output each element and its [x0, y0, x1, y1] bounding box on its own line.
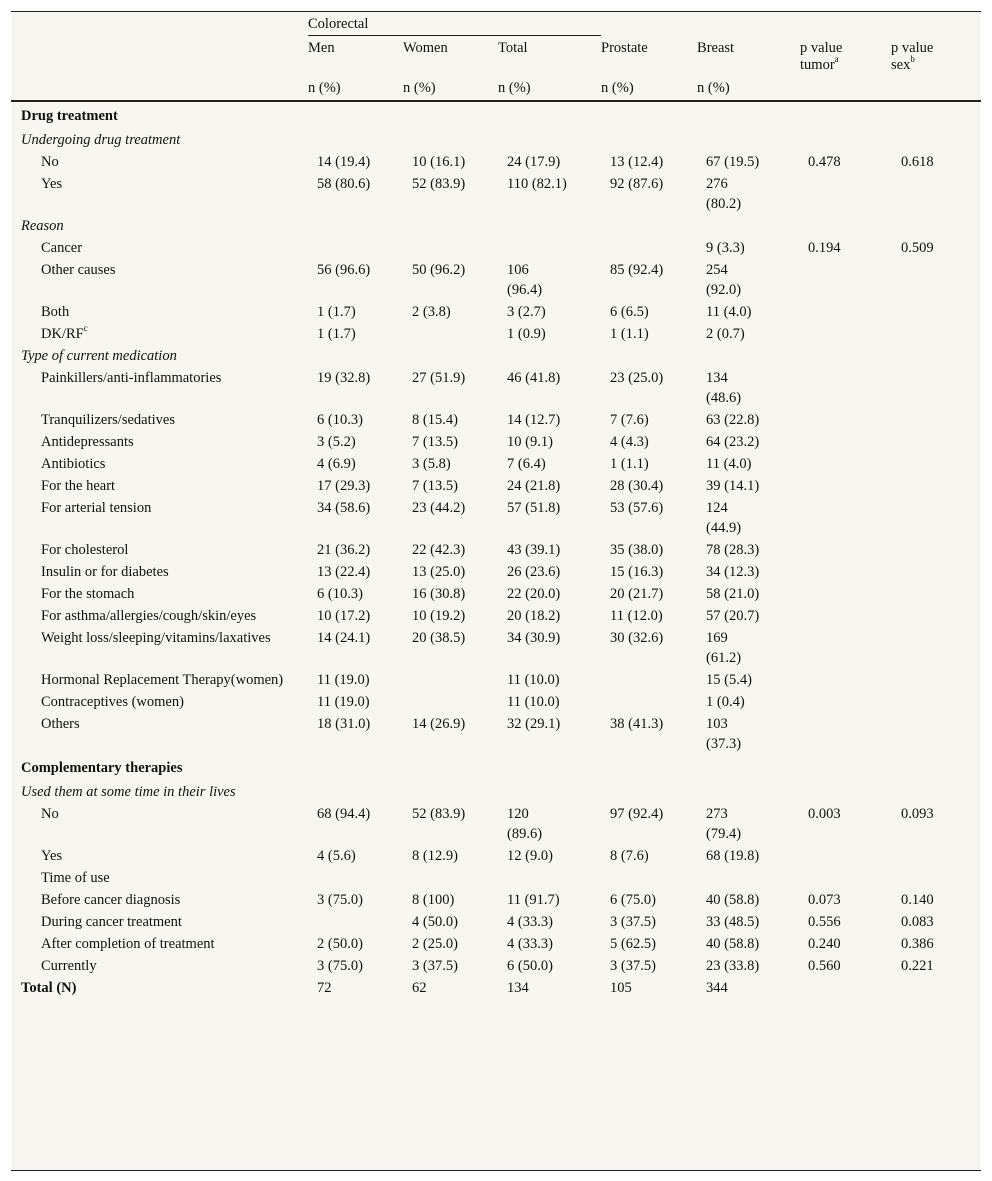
header-pvalue-sex: p value sex$^b$ — [891, 39, 934, 73]
cell-p-value-tumor — [800, 452, 891, 474]
cell-p-value-sex — [891, 408, 981, 430]
header-prostate: Prostate — [601, 39, 648, 56]
table-row — [11, 844, 981, 866]
cell-prostate — [601, 690, 697, 712]
cell-women — [403, 690, 498, 712]
cell-women: 8 (12.9) — [412, 848, 458, 864]
cell-prostate: 3 (37.5) — [610, 958, 656, 974]
cell-total: 43 (39.1) — [507, 542, 561, 558]
cell-total: 7 (6.4) — [507, 456, 546, 472]
subsection-title: Used them at some time in their lives — [21, 784, 236, 800]
section-title: Complementary therapies — [21, 760, 183, 776]
section-heading-row — [11, 754, 981, 780]
subsection-title: Reason — [21, 218, 64, 234]
cell-breast: 34 (12.3) — [706, 564, 760, 580]
cell-breast: 15 (5.4) — [706, 672, 752, 688]
row-label: Painkillers/anti-inflammatories — [41, 370, 222, 386]
cell-breast: 11 (4.0) — [706, 456, 752, 472]
cell-women — [403, 668, 498, 690]
cell-prostate — [601, 236, 697, 258]
table-row — [11, 300, 981, 322]
cell-p-value-tumor — [800, 258, 891, 300]
cell-breast: 11 (4.0) — [706, 304, 752, 320]
cell-prostate: 53 (57.6) — [610, 500, 664, 516]
total-label: Total (N) — [21, 980, 77, 996]
cell-p-value-sex — [891, 560, 981, 582]
row-label: Antidepressants — [41, 434, 134, 450]
cell-total: 4 (33.3) — [507, 914, 553, 930]
cell-total: 10 (9.1) — [507, 434, 553, 450]
cell-total: 1 (0.9) — [507, 326, 546, 342]
table-row — [11, 496, 981, 538]
row-label: Others — [41, 716, 80, 732]
cell-prostate: 85 (92.4) — [610, 262, 664, 278]
header-total: Total — [498, 40, 528, 56]
cell-men: 34 (58.6) — [317, 500, 371, 516]
cell-breast: 64 (23.2) — [706, 434, 760, 450]
cell-prostate: 35 (38.0) — [610, 542, 664, 558]
cell-p-value-sex — [891, 604, 981, 626]
cell-p-value-tumor — [800, 668, 891, 690]
cell-total: 20 (18.2) — [507, 608, 561, 624]
cell-women: 3 (5.8) — [412, 456, 451, 472]
cell-total: 106 (96.4) — [507, 262, 543, 298]
table-header — [11, 12, 981, 101]
cell-women: 50 (96.2) — [412, 262, 466, 278]
row-label: Time of use — [41, 870, 110, 886]
cell-breast: 273 (79.4) — [706, 806, 742, 842]
cell-p-value-tumor — [800, 690, 891, 712]
header-breast: Breast — [697, 39, 735, 56]
cell-p-value-sex: 0.618 — [901, 154, 934, 170]
row-label: Both — [41, 304, 70, 320]
cell-men: 11 (19.0) — [317, 672, 370, 688]
subsection-heading-row — [11, 214, 981, 236]
table-row — [11, 932, 981, 954]
cell-prostate: 28 (30.4) — [610, 478, 664, 494]
cell-p-value-sex — [891, 322, 981, 344]
table-row — [11, 668, 981, 690]
cell-total: 46 (41.8) — [507, 370, 561, 386]
cell-women: 16 (30.8) — [412, 586, 466, 602]
cell-women — [403, 236, 498, 258]
table-body — [11, 101, 981, 998]
cell-total: 12 (9.0) — [507, 848, 553, 864]
table-row — [11, 604, 981, 626]
cell-breast: 9 (3.3) — [706, 240, 745, 256]
cell-p-value-sex — [891, 258, 981, 300]
section-title: Drug treatment — [21, 108, 118, 124]
cell-p-value-sex: 0.083 — [901, 914, 934, 930]
cell-prostate: 23 (25.0) — [610, 370, 664, 386]
cell-p-value-tumor — [800, 366, 891, 408]
header-unit: n (%) — [403, 78, 498, 101]
header-pvalue-tumor: p value tumor$^a$ — [800, 39, 843, 73]
cell-p-value-sex: 0.509 — [901, 240, 934, 256]
table-row — [11, 582, 981, 604]
cell-women: 10 (16.1) — [412, 154, 466, 170]
cell-p-value-tumor — [800, 322, 891, 344]
cell-p-value-tumor — [800, 430, 891, 452]
cell-p-value-tumor — [800, 300, 891, 322]
table-row — [11, 172, 981, 214]
cell-p-value-tumor: 0.003 — [808, 806, 841, 822]
cell-prostate — [601, 668, 697, 690]
cell-prostate: 15 (16.3) — [610, 564, 664, 580]
row-label: Before cancer diagnosis — [41, 892, 181, 908]
cell-p-value-tumor — [800, 626, 891, 668]
cell-p-value-tumor: 0.560 — [808, 958, 841, 974]
cell-prostate: 6 (75.0) — [610, 892, 656, 908]
cell-breast: 78 (28.3) — [706, 542, 760, 558]
cell-total: 32 (29.1) — [507, 716, 561, 732]
subsection-title: Type of current medication — [21, 348, 177, 364]
table-row — [11, 258, 981, 300]
cell-prostate: 1 (1.1) — [610, 326, 649, 342]
cell-p-value-sex — [891, 538, 981, 560]
cell-men: 1 (1.7) — [317, 326, 356, 342]
cell-p-value-tumor — [800, 866, 891, 888]
table-row — [11, 538, 981, 560]
cell-p-value-tumor — [800, 712, 891, 754]
table-row — [11, 474, 981, 496]
row-label: Hormonal Replacement Therapy(women) — [41, 672, 284, 688]
row-label: For the heart — [41, 478, 116, 494]
cell-total: 26 (23.6) — [507, 564, 561, 580]
cell-total: 57 (51.8) — [507, 500, 561, 516]
cell-breast: 23 (33.8) — [706, 958, 760, 974]
cell-breast: 39 (14.1) — [706, 478, 760, 494]
subsection-heading-row — [11, 780, 981, 802]
cell-women: 8 (15.4) — [412, 412, 458, 428]
cell-men: 19 (32.8) — [317, 370, 371, 386]
cell-breast: 67 (19.5) — [706, 154, 760, 170]
cell-prostate: 92 (87.6) — [610, 176, 664, 192]
medication-therapies-table — [11, 12, 981, 998]
subsection-heading-row — [11, 128, 981, 150]
cell-men: 18 (31.0) — [317, 716, 371, 732]
cell-p-value-tumor: 0.478 — [808, 154, 841, 170]
cell-men: 10 (17.2) — [317, 608, 371, 624]
row-label: Yes — [41, 176, 63, 192]
cell-prostate: 97 (92.4) — [610, 806, 664, 822]
cell-men: 14 (24.1) — [317, 630, 371, 646]
cell-p-value-sex: 0.093 — [901, 806, 934, 822]
cell-women: 4 (50.0) — [412, 914, 458, 930]
cell-p-value-tumor — [800, 474, 891, 496]
cell-prostate: 1 (1.1) — [610, 456, 649, 472]
cell-prostate: 30 (32.6) — [610, 630, 664, 646]
cell-women: 52 (83.9) — [412, 176, 466, 192]
cell-p-value-tumor — [800, 844, 891, 866]
row-label: After completion of treatment — [41, 936, 215, 952]
cell-breast: 254 (92.0) — [706, 262, 742, 298]
cell-total — [498, 236, 601, 258]
header-unit: n (%) — [498, 78, 601, 101]
cell-p-value-tumor: 0.073 — [808, 892, 841, 908]
cell-men: 3 (75.0) — [317, 892, 363, 908]
total-row — [11, 976, 981, 998]
cell-prostate: 4 (4.3) — [610, 434, 649, 450]
total-cell-women: 62 — [412, 980, 427, 996]
cell-men: 17 (29.3) — [317, 478, 371, 494]
cell-women: 27 (51.9) — [412, 370, 466, 386]
table-row — [11, 560, 981, 582]
cell-p-value-tumor — [800, 582, 891, 604]
row-label: Insulin or for diabetes — [41, 564, 169, 580]
table-row — [11, 452, 981, 474]
table-row — [11, 802, 981, 844]
cell-p-value-tumor — [800, 172, 891, 214]
total-cell-men: 72 — [317, 980, 332, 996]
cell-women: 22 (42.3) — [412, 542, 466, 558]
header-men: Men — [308, 40, 335, 56]
cell-total: 120 (89.6) — [507, 806, 543, 842]
row-label: For cholesterol — [41, 542, 129, 558]
table-row — [11, 366, 981, 408]
cell-men: 3 (5.2) — [317, 434, 356, 450]
table-row — [11, 690, 981, 712]
cell-men: 56 (96.6) — [317, 262, 371, 278]
cell-total: 6 (50.0) — [507, 958, 553, 974]
cell-women: 10 (19.2) — [412, 608, 466, 624]
cell-women: 13 (25.0) — [412, 564, 466, 580]
cell-total: 4 (33.3) — [507, 936, 553, 952]
header-colorectal-group: Colorectal — [308, 12, 601, 36]
cell-p-value-tumor: 0.556 — [808, 914, 841, 930]
cell-prostate: 11 (12.0) — [610, 608, 663, 624]
cell-total: 24 (17.9) — [507, 154, 561, 170]
cell-women: 52 (83.9) — [412, 806, 466, 822]
cell-women: 3 (37.5) — [412, 958, 458, 974]
header-women: Women — [403, 40, 448, 56]
cell-prostate: 8 (7.6) — [610, 848, 649, 864]
cell-breast: 40 (58.8) — [706, 892, 760, 908]
subsection-heading-row — [11, 344, 981, 366]
cell-p-value-tumor — [800, 560, 891, 582]
cell-women: 7 (13.5) — [412, 434, 458, 450]
cell-men: 3 (75.0) — [317, 958, 363, 974]
total-cell-breast: 344 — [706, 980, 728, 996]
cell-total: 22 (20.0) — [507, 586, 561, 602]
row-label: Antibiotics — [41, 456, 106, 472]
cell-breast: 2 (0.7) — [706, 326, 745, 342]
cell-prostate: 3 (37.5) — [610, 914, 656, 930]
row-label: No — [41, 806, 59, 822]
row-label: For asthma/allergies/cough/skin/eyes — [41, 608, 257, 624]
cell-total — [498, 866, 601, 888]
row-label: Other causes — [41, 262, 116, 278]
cell-women: 8 (100) — [412, 892, 455, 908]
cell-prostate — [601, 866, 697, 888]
cell-total: 110 (82.1) — [507, 176, 567, 192]
header-unit: n (%) — [697, 78, 800, 101]
row-label: Yes — [41, 848, 63, 864]
cell-p-value-sex: 0.140 — [901, 892, 934, 908]
cell-men: 6 (10.3) — [317, 412, 363, 428]
cell-total: 11 (10.0) — [507, 672, 560, 688]
header-corner — [11, 12, 308, 36]
cell-total: 34 (30.9) — [507, 630, 561, 646]
cell-men: 58 (80.6) — [317, 176, 371, 192]
section-heading-row — [11, 101, 981, 128]
cell-men: 2 (50.0) — [317, 936, 363, 952]
cell-breast: 33 (48.5) — [706, 914, 760, 930]
results-table-page — [11, 11, 981, 1171]
cell-p-value-sex — [891, 172, 981, 214]
cell-breast: 57 (20.7) — [706, 608, 760, 624]
cell-prostate: 38 (41.3) — [610, 716, 664, 732]
cell-p-value-sex: 0.386 — [901, 936, 934, 952]
row-label: For arterial tension — [41, 500, 152, 516]
cell-men: 11 (19.0) — [317, 694, 370, 710]
row-label: Tranquilizers/sedatives — [41, 412, 175, 428]
header-unit: n (%) — [601, 78, 697, 101]
cell-p-value-tumor: 0.194 — [808, 240, 841, 256]
cell-prostate: 7 (7.6) — [610, 412, 649, 428]
cell-breast: 1 (0.4) — [706, 694, 745, 710]
cell-men: 21 (36.2) — [317, 542, 371, 558]
table-row — [11, 910, 981, 932]
cell-p-value-sex: 0.221 — [901, 958, 934, 974]
header-unit: n (%) — [308, 78, 403, 101]
cell-women: 2 (3.8) — [412, 304, 451, 320]
cell-prostate: 13 (12.4) — [610, 154, 664, 170]
cell-women: 2 (25.0) — [412, 936, 458, 952]
cell-men: 68 (94.4) — [317, 806, 371, 822]
cell-p-value-sex — [891, 844, 981, 866]
table-row — [11, 626, 981, 668]
table-row — [11, 888, 981, 910]
cell-p-value-tumor — [800, 538, 891, 560]
cell-total: 24 (21.8) — [507, 478, 561, 494]
cell-men: 13 (22.4) — [317, 564, 371, 580]
cell-breast: 103 (37.3) — [706, 716, 742, 752]
cell-prostate: 20 (21.7) — [610, 586, 664, 602]
cell-breast: 276 (80.2) — [706, 176, 742, 212]
cell-p-value-sex — [891, 712, 981, 754]
cell-p-value-sex — [891, 668, 981, 690]
cell-p-value-tumor — [800, 496, 891, 538]
total-cell-p-value-tumor — [800, 976, 891, 998]
cell-breast: 58 (21.0) — [706, 586, 760, 602]
cell-breast — [697, 866, 800, 888]
cell-p-value-sex — [891, 626, 981, 668]
table-row — [11, 866, 981, 888]
cell-p-value-tumor — [800, 604, 891, 626]
cell-breast: 40 (58.8) — [706, 936, 760, 952]
cell-women — [403, 866, 498, 888]
cell-men: 4 (5.6) — [317, 848, 356, 864]
cell-p-value-sex — [891, 690, 981, 712]
cell-p-value-sex — [891, 496, 981, 538]
cell-breast: 124 (44.9) — [706, 500, 742, 536]
cell-breast: 169 (61.2) — [706, 630, 742, 666]
cell-women — [403, 322, 498, 344]
row-label: Weight loss/sleeping/vitamins/laxatives — [41, 630, 271, 646]
cell-women: 23 (44.2) — [412, 500, 466, 516]
row-label: $DK/RF^c$ — [41, 323, 88, 342]
cell-men: 1 (1.7) — [317, 304, 356, 320]
row-label: Contraceptives (women) — [41, 694, 184, 710]
cell-prostate: 5 (62.5) — [610, 936, 656, 952]
cell-p-value-sex — [891, 452, 981, 474]
table-row — [11, 408, 981, 430]
cell-p-value-tumor: 0.240 — [808, 936, 841, 952]
cell-total: 14 (12.7) — [507, 412, 561, 428]
cell-p-value-sex — [891, 474, 981, 496]
cell-p-value-sex — [891, 366, 981, 408]
cell-breast: 134 (48.6) — [706, 370, 742, 406]
table-row — [11, 954, 981, 976]
cell-p-value-sex — [891, 300, 981, 322]
table-row — [11, 150, 981, 172]
cell-breast: 63 (22.8) — [706, 412, 760, 428]
row-label: During cancer treatment — [41, 914, 182, 930]
cell-p-value-sex — [891, 866, 981, 888]
cell-prostate: 6 (6.5) — [610, 304, 649, 320]
row-label: Cancer — [41, 240, 83, 256]
cell-breast: 68 (19.8) — [706, 848, 760, 864]
total-cell-p-value-sex — [891, 976, 981, 998]
cell-p-value-sex — [891, 430, 981, 452]
row-label: Currently — [41, 958, 97, 974]
cell-men — [308, 236, 403, 258]
cell-total: 3 (2.7) — [507, 304, 546, 320]
cell-women: 14 (26.9) — [412, 716, 466, 732]
total-cell-total: 134 — [507, 980, 529, 996]
cell-p-value-tumor — [800, 408, 891, 430]
table-row — [11, 430, 981, 452]
row-label: No — [41, 154, 59, 170]
cell-women: 7 (13.5) — [412, 478, 458, 494]
cell-women: 20 (38.5) — [412, 630, 466, 646]
cell-men: 4 (6.9) — [317, 456, 356, 472]
cell-men — [308, 910, 403, 932]
cell-total: 11 (10.0) — [507, 694, 560, 710]
table-row — [11, 236, 981, 258]
cell-men — [308, 866, 403, 888]
cell-total: 11 (91.7) — [507, 892, 560, 908]
cell-men: 14 (19.4) — [317, 154, 371, 170]
row-label: For the stomach — [41, 586, 135, 602]
cell-men: 6 (10.3) — [317, 586, 363, 602]
table-row — [11, 322, 981, 344]
cell-p-value-sex — [891, 582, 981, 604]
table-row — [11, 712, 981, 754]
total-cell-prostate: 105 — [610, 980, 632, 996]
subsection-title: Undergoing drug treatment — [21, 132, 181, 148]
